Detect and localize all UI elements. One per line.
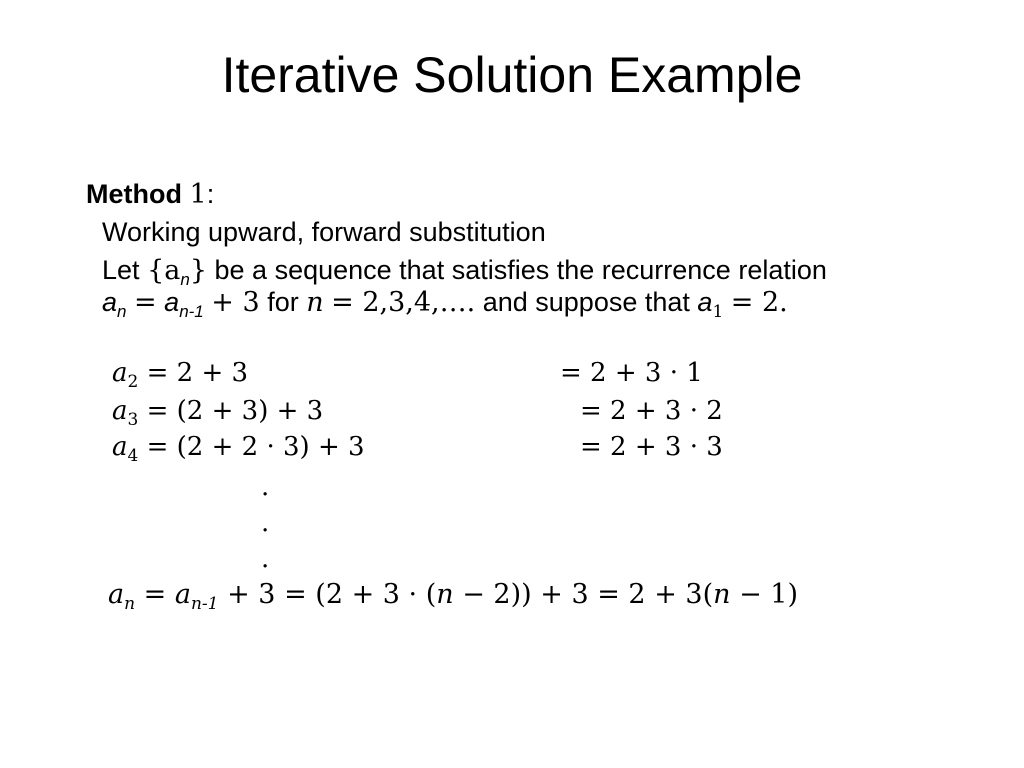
step-left-expr: = 2 + 3 — [146, 358, 249, 388]
relation-for: for — [267, 287, 299, 317]
intro-suffix: be a sequence that satisfies the recurrence relation — [214, 255, 827, 285]
relation-rhs: a — [164, 287, 180, 317]
final-sub: n — [124, 594, 136, 614]
sequence-sub: n — [180, 270, 190, 289]
intro-line-1: Working upward, forward substitution — [102, 217, 546, 247]
step-var: a — [112, 396, 128, 426]
step-left-expr: = (2 + 2 · 3) + 3 — [146, 432, 365, 462]
step-var: a — [112, 432, 128, 462]
ellipsis-dot-1: . — [261, 472, 270, 502]
final-expr2-rest: − 1) — [730, 579, 798, 610]
relation-init: a — [697, 287, 713, 317]
relation-suppose: and suppose that — [482, 287, 690, 317]
method-number: 1 — [189, 179, 207, 210]
final-rhs-sub: n-1 — [190, 594, 219, 614]
step-a3-right: = 2 + 3 · 2 — [580, 396, 723, 426]
final-expr1-n: n — [436, 579, 454, 610]
intro-let: Let — [102, 255, 140, 285]
relation-n: n — [306, 287, 324, 318]
step-var: a — [112, 358, 128, 388]
final-expr1: = (2 + 3 · ( — [284, 579, 437, 610]
final-plus: + 3 — [227, 579, 276, 610]
relation-eq: = — [134, 287, 157, 318]
sequence-open: {a — [147, 255, 181, 286]
final-eq: = — [143, 579, 167, 610]
step-a4-right: = 2 + 3 · 3 — [580, 432, 723, 462]
relation-init-val: = 2. — [730, 287, 788, 318]
method-label: Method — [86, 179, 182, 209]
relation-rhs-sub: n-1 — [179, 302, 204, 321]
final-equation — [108, 578, 798, 612]
method-colon: : — [206, 179, 215, 209]
final-rhs-var: a — [174, 579, 191, 610]
ellipsis-dot-3: . — [261, 544, 270, 574]
step-a4-left — [112, 430, 365, 464]
relation-plus: + 3 — [211, 287, 260, 318]
ellipsis-dot-2: . — [261, 508, 270, 538]
step-a3-left — [112, 394, 323, 428]
relation-range: = 2,3,4,…. — [331, 287, 476, 318]
step-a2-left — [112, 356, 248, 390]
final-var: a — [108, 579, 125, 610]
final-expr2-n: n — [713, 579, 731, 610]
step-left-expr: = (2 + 3) + 3 — [146, 396, 324, 426]
relation-init-sub: 1 — [712, 302, 724, 322]
sequence-close: } — [189, 255, 207, 286]
step-sub: 4 — [127, 446, 139, 466]
step-sub: 2 — [127, 372, 139, 392]
recurrence-line — [102, 284, 788, 321]
step-a2-right: = 2 + 3 · 1 — [560, 358, 703, 388]
relation-lhs: a — [102, 287, 118, 317]
relation-lhs-sub: n — [117, 302, 127, 321]
step-sub: 3 — [127, 410, 139, 430]
final-expr1-rest: − 2)) + 3 = 2 + 3( — [453, 579, 714, 610]
method-heading — [86, 176, 214, 213]
slide-title: Iterative Solution Example — [221, 47, 803, 103]
